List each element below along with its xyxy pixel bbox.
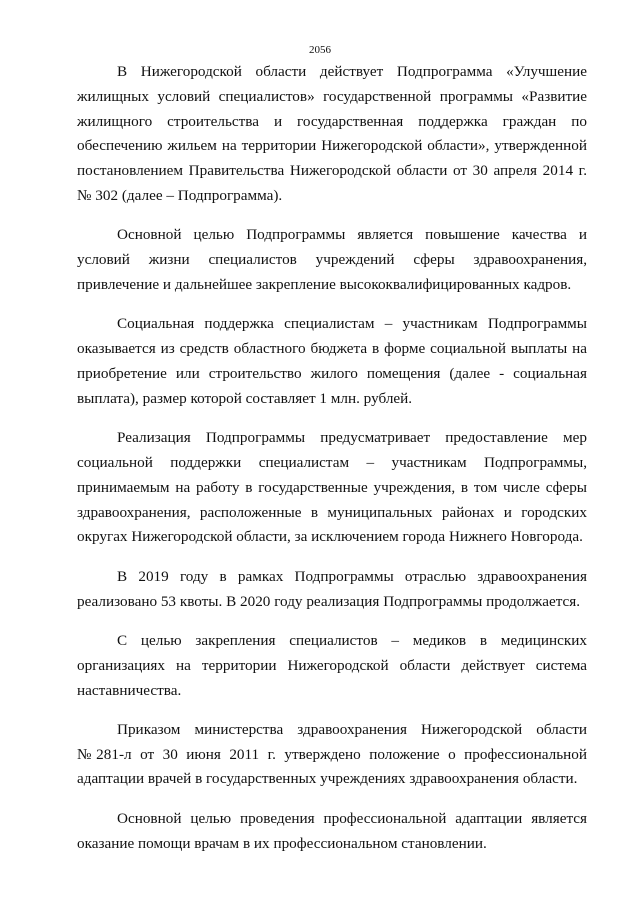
paragraph-quotas-2019: В 2019 году в рамках Подпрограммы отраслью здравоохранения реализовано 53 квоты. В 2020 году реализация Подпрограммы продолжается. — [77, 567, 587, 610]
document-body — [77, 60, 587, 871]
paragraph-main-goal: Основной целью Подпрограммы является повышение качества и условий жизни специалистов учреждений сферы здравоохранения, привлечение и дальнейшее закрепление высококвалифицированных кадров. — [77, 226, 587, 293]
paragraph-adaptation-goal: Основной целью проведения профессиональной адаптации является оказание помощи врачам в их профессиональном становлении. — [77, 809, 587, 852]
paragraph-subprogram-intro: В Нижегородской области действует Подпрограмма «Улучшение жилищных условий специалистов» государственной программы «Развитие жилищного строительства и государственная поддержка граждан по обеспечению жильем на территории Нижегородской области», утвержденной постановлением Правительства Нижегородской области от 30 апреля 2014 г. № 302 (далее – Подпрограмма). — [77, 63, 587, 204]
paragraph-order-281: Приказом министерства здравоохранения Нижегородской области №281-л от 30 июня 2011 г. утверждено положение о профессиональной адаптации врачей в государственных учреждениях здравоохранения области. — [77, 720, 587, 788]
paragraph-implementation: Реализация Подпрограммы предусматривает предоставление мер социальной поддержки специалистам – участникам Подпрограммы, принимаемым на работу в государственные учреждения, в том числе сферы здравоохранения, расположенные в муниципальных районах и городских округах Нижегородской области, за исключением города Нижнего Новгорода. — [77, 429, 587, 546]
paragraph-social-support: Социальная поддержка специалистам – участникам Подпрограммы оказывается из средств областного бюджета в форме социальной выплаты на приобретение или строительство жилого помещения (далее - социальная выплата), размер которой составляет 1 млн. рублей. — [77, 315, 587, 407]
page-number: 2056 — [309, 44, 331, 56]
paragraph-mentoring: С целью закрепления специалистов – медиков в медицинских организациях на территории Нижегородской области действует система наставничества. — [77, 631, 587, 699]
